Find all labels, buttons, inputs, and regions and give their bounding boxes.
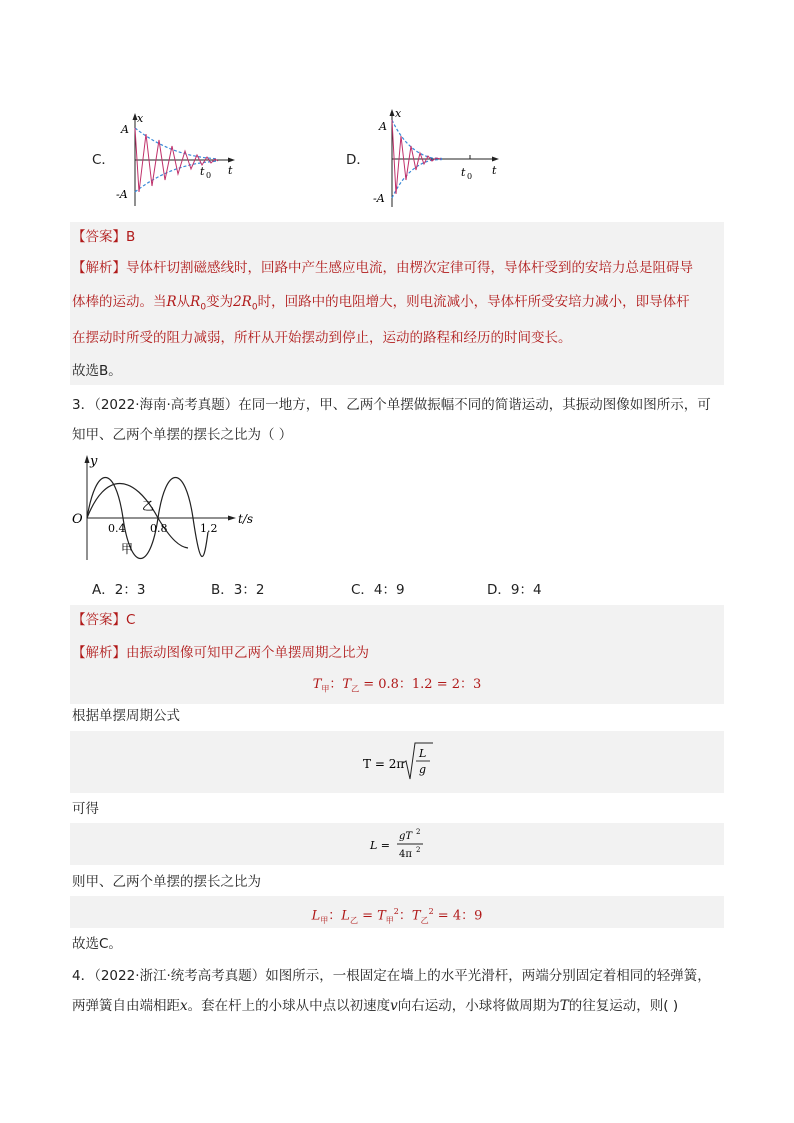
eq3-den-sup: 2 bbox=[416, 846, 421, 854]
q4-stem-line1: 4．（2022·浙江·统考高考真题）如图所示，一根固定在墙上的水平光滑杆，两端分别固定着相同的轻弹簧， bbox=[72, 968, 711, 984]
graph-d-x-axis: t bbox=[492, 164, 497, 177]
eq3-den: 4π bbox=[399, 849, 412, 860]
q2-answer: 【答案】B bbox=[72, 229, 136, 245]
q3-stem-line1: 3．（2022·海南·高考真题）在同一地方，甲、乙两个单摆做振幅不同的简谐运动，其振动图像如图所示，可 bbox=[72, 397, 711, 413]
q3-formula-intro: 根据单摆周期公式 bbox=[72, 708, 180, 724]
eq2-lhs: T = 2π bbox=[363, 757, 405, 771]
q3-so: 可得 bbox=[72, 801, 99, 817]
q3-eq-length-formula bbox=[368, 825, 438, 865]
graph-c bbox=[108, 108, 248, 208]
q2-analysis-line2: 体棒的运动。当R从$R_0$变为$2R_0$时，回路中的电阻增大，则电流减小，导体杆所受安培力减小，即导体杆 bbox=[72, 294, 690, 313]
graph-c-x-axis: t bbox=[228, 164, 233, 177]
q3-stem-line2: 知甲、乙两个单摆的摆长之比为（ ） bbox=[72, 427, 293, 443]
graph-c-t0-sub: 0 bbox=[206, 171, 212, 180]
graph-d bbox=[362, 104, 507, 210]
q4-stem-line2: 两弹簧自由端相距x。套在杆上的小球从中点以初速度v向右运动，小球将做周期为T的往复运动，则( ) bbox=[72, 998, 679, 1014]
eq3-num: gT bbox=[399, 831, 413, 842]
q3-option-d: D．9：4 bbox=[487, 582, 542, 598]
eq2-den: g bbox=[419, 763, 427, 776]
q2-analysis-line3: 在摆动时所受的阻力减弱，所杆从开始摆动到停止，运动的路程和经历的时间变长。 bbox=[72, 330, 572, 346]
q3-conclusion: 故选C。 bbox=[72, 936, 122, 952]
graph-c-t0: t bbox=[200, 165, 205, 178]
graph-c-amp-neg: -A bbox=[116, 188, 128, 201]
q3-graph-label-yi: 乙 bbox=[142, 499, 155, 513]
q3-graph-y-axis: y bbox=[90, 454, 98, 469]
q3-eq-length-ratio: $L_甲$：$L_乙 = T_甲^2$：$T_乙^2 = 4$：9 bbox=[311, 907, 483, 925]
eq2-num: L bbox=[419, 747, 427, 760]
q3-graph-label-jia: 甲 bbox=[121, 542, 134, 556]
graph-d-amp-pos: A bbox=[379, 120, 387, 133]
option-d-label: D． bbox=[346, 152, 370, 168]
q2-conclusion: 故选B。 bbox=[72, 363, 122, 379]
q3-option-a: A．2：3 bbox=[92, 582, 146, 598]
eq3-lhs: L = bbox=[370, 839, 391, 852]
option-c-label: C． bbox=[92, 152, 115, 168]
q3-eq-period-ratio: $T_甲$：$T_乙 = 0.8$：1.2 = 2：3 bbox=[312, 677, 482, 694]
graph-c-y-axis: x bbox=[137, 112, 144, 125]
q3-graph-tick-04: 0.4 bbox=[108, 522, 126, 535]
q3-graph-x-axis: t/s bbox=[238, 512, 254, 526]
eq3-num-sup: 2 bbox=[416, 828, 421, 836]
q3-graph bbox=[70, 452, 270, 564]
q3-graph-origin: O bbox=[72, 512, 83, 527]
q3-option-b: B．3：2 bbox=[211, 582, 265, 598]
q3-answer: 【答案】C bbox=[72, 612, 136, 628]
q3-graph-tick-08: 0.8 bbox=[150, 522, 168, 535]
q3-graph-tick-12: 1.2 bbox=[200, 522, 218, 535]
q3-ratio-intro: 则甲、乙两个单摆的摆长之比为 bbox=[72, 874, 261, 890]
graph-d-amp-neg: -A bbox=[373, 192, 385, 205]
graph-d-y-axis: x bbox=[395, 107, 402, 120]
q2-analysis-line1: 【解析】导体杆切割磁感线时，回路中产生感应电流，由楞次定律可得，导体杆受到的安培力总是阻碍导 bbox=[72, 260, 693, 276]
graph-d-t0: t bbox=[461, 166, 466, 179]
q3-analysis-line1: 【解析】由振动图像可知甲乙两个单摆周期之比为 bbox=[72, 645, 369, 661]
q3-eq-period-formula bbox=[355, 735, 445, 790]
q3-option-c: C．4：9 bbox=[351, 582, 405, 598]
graph-c-amp-pos: A bbox=[121, 123, 129, 136]
graph-d-t0-sub: 0 bbox=[467, 172, 473, 181]
